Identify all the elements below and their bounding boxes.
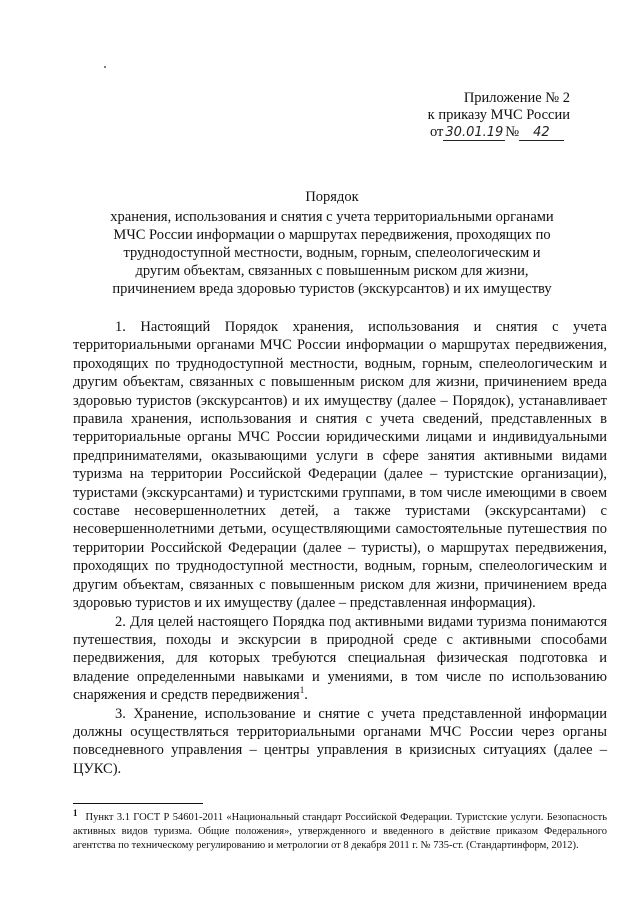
handwritten-date: 30.01.19: [445, 125, 504, 140]
paragraph-2-end: .: [304, 687, 308, 704]
paragraph-3: 3. Хранение, использование и снятие с учета представленной информации должны осуществляться территориальными органами МЧС России через органы повседневного управления – центры управления в кризисных ситуациях (далее – ЦУКС).: [73, 705, 607, 777]
footnote-divider: [73, 803, 203, 804]
paragraph-2-text: 2. Для целей настоящего Порядка под активными видами туризма понимаются путешествия, походы и экскурсии в природной среде с активными способами передвижения, для которых требуются специальная физическая подготовка и владение определенными навыками и умениями, в том числе по использованию снаряжения и средств передвижения: [73, 613, 607, 704]
number-label: №: [505, 124, 520, 140]
handwritten-number: 42: [519, 125, 564, 141]
appendix-title: Приложение № 2: [463, 90, 570, 106]
scan-speck: [104, 66, 106, 68]
footnote-mark: 1: [73, 807, 78, 818]
document-body: [73, 318, 607, 778]
appendix-date-number: [380, 124, 570, 141]
title-text: хранения, использования и снятия с учета территориальными органами МЧС России информации о маршрутах передвижения, проходящих по труднодоступной местности, водным, горным, спелеологическим и другим объектам, связанных с повышенным риском для жизни, причинением вреда здоровью туристов (экскурсантов) и их имуществу: [110, 209, 554, 297]
paragraph-1: 1. Настоящий Порядок хранения, использования и снятия с учета территориальными органами МЧС России информации о маршрутах передвижения, проходящих по труднодоступной местности, водным, горным, спелеологическим и другим объектам, связанных с повышенным риском для жизни, причинением вреда здоровью туристов (экскурсантов) и их имуществу (далее – Порядок), устанавливает правила хранения, использования и снятия с учета сведений, представленных в территориальные органы МЧС России юридическими лицами и индивидуальными предпринимателями, оказывающими услуги в сфере занятия активными видами туризма на территории Российской Федерации (далее – туристские организации), туристами (экскурсантами) и туристскими группами, в том числе имеющими в своем составе несовершеннолетних детей, а также туристами (экскурсантами) с несовершеннолетними детьми, осуществляющими самостоятельные путешествия по территории Российской Федерации (далее – туристы), о маршрутах передвижения, проходящих по труднодоступной местности, водным, горным, спелеологическим и другим объектам, связанных с повышенным риском для жизни, причинением вреда здоровью туристов и их имуществу (далее – представленная информация).: [73, 319, 607, 612]
from-label: от: [430, 124, 444, 140]
footnote-text: Пункт 3.1 ГОСТ Р 54601-2011 «Национальный стандарт Российской Федерации. Туристские услуги. Безопасность активных видов туризма. Общие положения», утвержденного и введенного в действие приказом Федерального агентства по техническому регулированию и метрологии от 8 декабря 2011 г. № 735-ст. (Стандартинформ, 2012).: [73, 812, 607, 851]
appendix-order-ref: к приказу МЧС России: [427, 107, 570, 123]
appendix-header: [380, 90, 570, 141]
document-title: [110, 188, 554, 298]
title-heading: Порядок: [305, 189, 359, 205]
footnote: [73, 807, 607, 853]
footnote-reference: 1: [299, 685, 305, 696]
paragraph-2: [73, 613, 607, 705]
